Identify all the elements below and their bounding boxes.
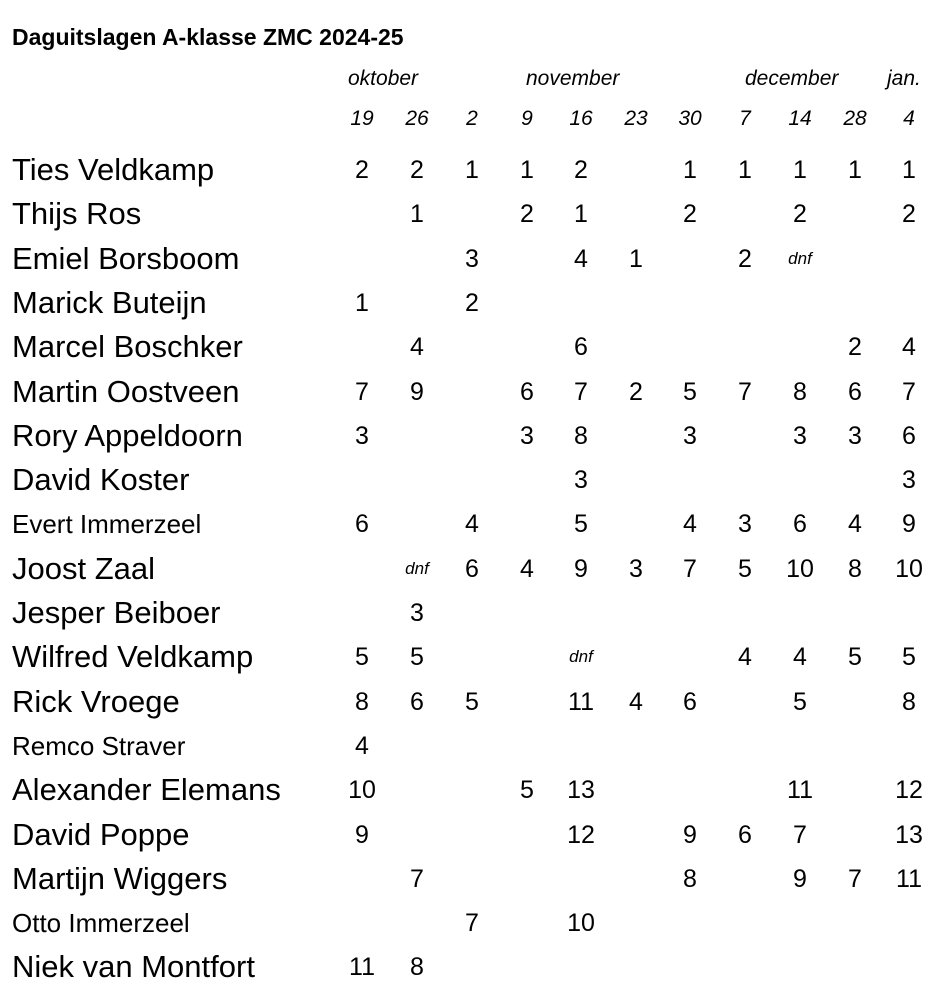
result-cell: 3 <box>793 422 807 450</box>
result-cell: 1 <box>629 245 643 273</box>
result-cell: 2 <box>683 200 697 228</box>
rider-name: Otto Immerzeel <box>12 908 190 938</box>
result-cell: 1 <box>738 156 752 184</box>
rider-name: David Poppe <box>12 817 190 852</box>
result-cell: 1 <box>520 156 534 184</box>
page-title: Daguitslagen A-klasse ZMC 2024-25 <box>12 24 404 50</box>
rider-name: Marcel Boschker <box>12 329 243 364</box>
result-cell: 11 <box>787 776 813 804</box>
date-header: 28 <box>843 107 867 130</box>
result-cell: 8 <box>902 688 916 716</box>
result-cell: 1 <box>683 156 697 184</box>
rider-name: David Koster <box>12 462 190 497</box>
result-cell: 10 <box>567 909 595 937</box>
result-cell: 7 <box>355 378 369 406</box>
result-cell: 2 <box>738 245 752 273</box>
result-cell: 3 <box>902 466 916 494</box>
result-cell: 8 <box>683 865 697 893</box>
month-header-january: jan. <box>887 67 921 90</box>
result-cell: 4 <box>410 333 424 361</box>
date-header: 9 <box>521 107 533 130</box>
month-header-december: december <box>745 67 839 90</box>
result-cell: 5 <box>574 510 588 538</box>
rider-name: Remco Straver <box>12 731 186 761</box>
date-header: 30 <box>678 107 702 130</box>
result-cell: 5 <box>683 378 697 406</box>
date-header: 23 <box>624 107 648 130</box>
result-cell: 6 <box>683 688 697 716</box>
result-cell: 4 <box>738 643 752 671</box>
result-cell: 1 <box>410 200 424 228</box>
result-cell: 11 <box>349 953 375 981</box>
result-cell: 7 <box>574 378 588 406</box>
result-cell: 7 <box>738 378 752 406</box>
result-cell: 3 <box>683 422 697 450</box>
result-cell: dnf <box>405 559 429 578</box>
rider-name: Jesper Beiboer <box>12 595 221 630</box>
result-cell: 4 <box>848 510 862 538</box>
rider-name: Martijn Wiggers <box>12 861 228 896</box>
result-cell: 2 <box>574 156 588 184</box>
result-cell: 7 <box>793 821 807 849</box>
result-cell: 7 <box>410 865 424 893</box>
date-header: 19 <box>350 107 374 130</box>
result-cell: 4 <box>574 245 588 273</box>
result-cell: 6 <box>738 821 752 849</box>
result-cell: 2 <box>793 200 807 228</box>
result-cell: 5 <box>902 643 916 671</box>
result-cell: dnf <box>569 647 593 666</box>
result-cell: 6 <box>410 688 424 716</box>
result-cell: 3 <box>629 555 643 583</box>
rider-name: Rory Appeldoorn <box>12 418 243 453</box>
result-cell: 5 <box>793 688 807 716</box>
rider-name: Alexander Elemans <box>12 772 281 807</box>
result-cell: 6 <box>574 333 588 361</box>
result-cell: 4 <box>902 333 916 361</box>
result-cell: 7 <box>848 865 862 893</box>
result-cell: 8 <box>793 378 807 406</box>
result-cell: 9 <box>793 865 807 893</box>
rider-name: Evert Immerzeel <box>12 509 202 539</box>
result-cell: 4 <box>520 555 534 583</box>
result-cell: 7 <box>465 909 479 937</box>
rider-name: Emiel Borsboom <box>12 241 240 276</box>
result-cell: 5 <box>738 555 752 583</box>
result-cell: 3 <box>848 422 862 450</box>
result-cell: 5 <box>848 643 862 671</box>
result-cell: 6 <box>465 555 479 583</box>
result-cell: 8 <box>410 953 424 981</box>
result-cell: 7 <box>683 555 697 583</box>
result-cell: 8 <box>355 688 369 716</box>
month-header-oktober: oktober <box>348 67 419 90</box>
result-cell: 10 <box>348 776 376 804</box>
month-header-november: november <box>526 67 620 90</box>
result-cell: 5 <box>355 643 369 671</box>
result-cell: 4 <box>793 643 807 671</box>
rider-name: Ties Veldkamp <box>12 152 215 187</box>
result-cell: 2 <box>465 289 479 317</box>
result-cell: 9 <box>355 821 369 849</box>
result-cell: 11 <box>896 865 922 893</box>
result-cell: 10 <box>895 555 923 583</box>
result-cell: 1 <box>574 200 588 228</box>
result-cell: 4 <box>629 688 643 716</box>
date-header: 2 <box>466 107 478 130</box>
result-cell: 9 <box>902 510 916 538</box>
rider-name: Marick Buteijn <box>12 285 207 320</box>
result-cell: 5 <box>465 688 479 716</box>
result-cell: 5 <box>520 776 534 804</box>
result-cell: 4 <box>465 510 479 538</box>
result-cell: 3 <box>738 510 752 538</box>
result-cell: 1 <box>848 156 862 184</box>
rider-name: Martin Oostveen <box>12 374 240 409</box>
result-cell: 3 <box>410 599 424 627</box>
result-cell: 4 <box>683 510 697 538</box>
date-header: 14 <box>788 107 812 130</box>
result-cell: 9 <box>683 821 697 849</box>
result-cell: 13 <box>895 821 923 849</box>
result-cell: 3 <box>574 466 588 494</box>
result-cell: 1 <box>465 156 479 184</box>
result-cell: 3 <box>355 422 369 450</box>
result-cell: 2 <box>520 200 534 228</box>
result-cell: 5 <box>410 643 424 671</box>
rider-name: Thijs Ros <box>12 196 142 231</box>
rider-name: Wilfred Veldkamp <box>12 639 254 674</box>
result-cell: 11 <box>568 688 594 716</box>
result-cell: 8 <box>848 555 862 583</box>
rider-name: Rick Vroege <box>12 684 180 719</box>
date-header: 7 <box>739 107 751 130</box>
date-header: 26 <box>405 107 429 130</box>
result-cell: 2 <box>848 333 862 361</box>
result-cell: 1 <box>902 156 916 184</box>
result-cell: dnf <box>788 249 812 268</box>
result-cell: 3 <box>465 245 479 273</box>
result-cell: 10 <box>786 555 814 583</box>
result-cell: 2 <box>629 378 643 406</box>
rider-name: Joost Zaal <box>12 551 156 586</box>
result-cell: 12 <box>567 821 595 849</box>
date-header: 16 <box>569 107 593 130</box>
result-cell: 2 <box>410 156 424 184</box>
result-cell: 9 <box>574 555 588 583</box>
result-cell: 6 <box>520 378 534 406</box>
result-cell: 2 <box>355 156 369 184</box>
result-cell: 6 <box>848 378 862 406</box>
date-header: 4 <box>903 107 915 130</box>
result-cell: 6 <box>902 422 916 450</box>
result-cell: 6 <box>793 510 807 538</box>
rider-name: Niek van Montfort <box>12 949 255 984</box>
result-cell: 1 <box>793 156 807 184</box>
result-cell: 12 <box>895 776 923 804</box>
result-cell: 6 <box>355 510 369 538</box>
result-cell: 3 <box>520 422 534 450</box>
result-cell: 7 <box>902 378 916 406</box>
result-cell: 8 <box>574 422 588 450</box>
result-cell: 1 <box>355 289 369 317</box>
result-cell: 13 <box>567 776 595 804</box>
result-cell: 2 <box>902 200 916 228</box>
result-cell: 4 <box>355 732 369 760</box>
result-cell: 9 <box>410 378 424 406</box>
